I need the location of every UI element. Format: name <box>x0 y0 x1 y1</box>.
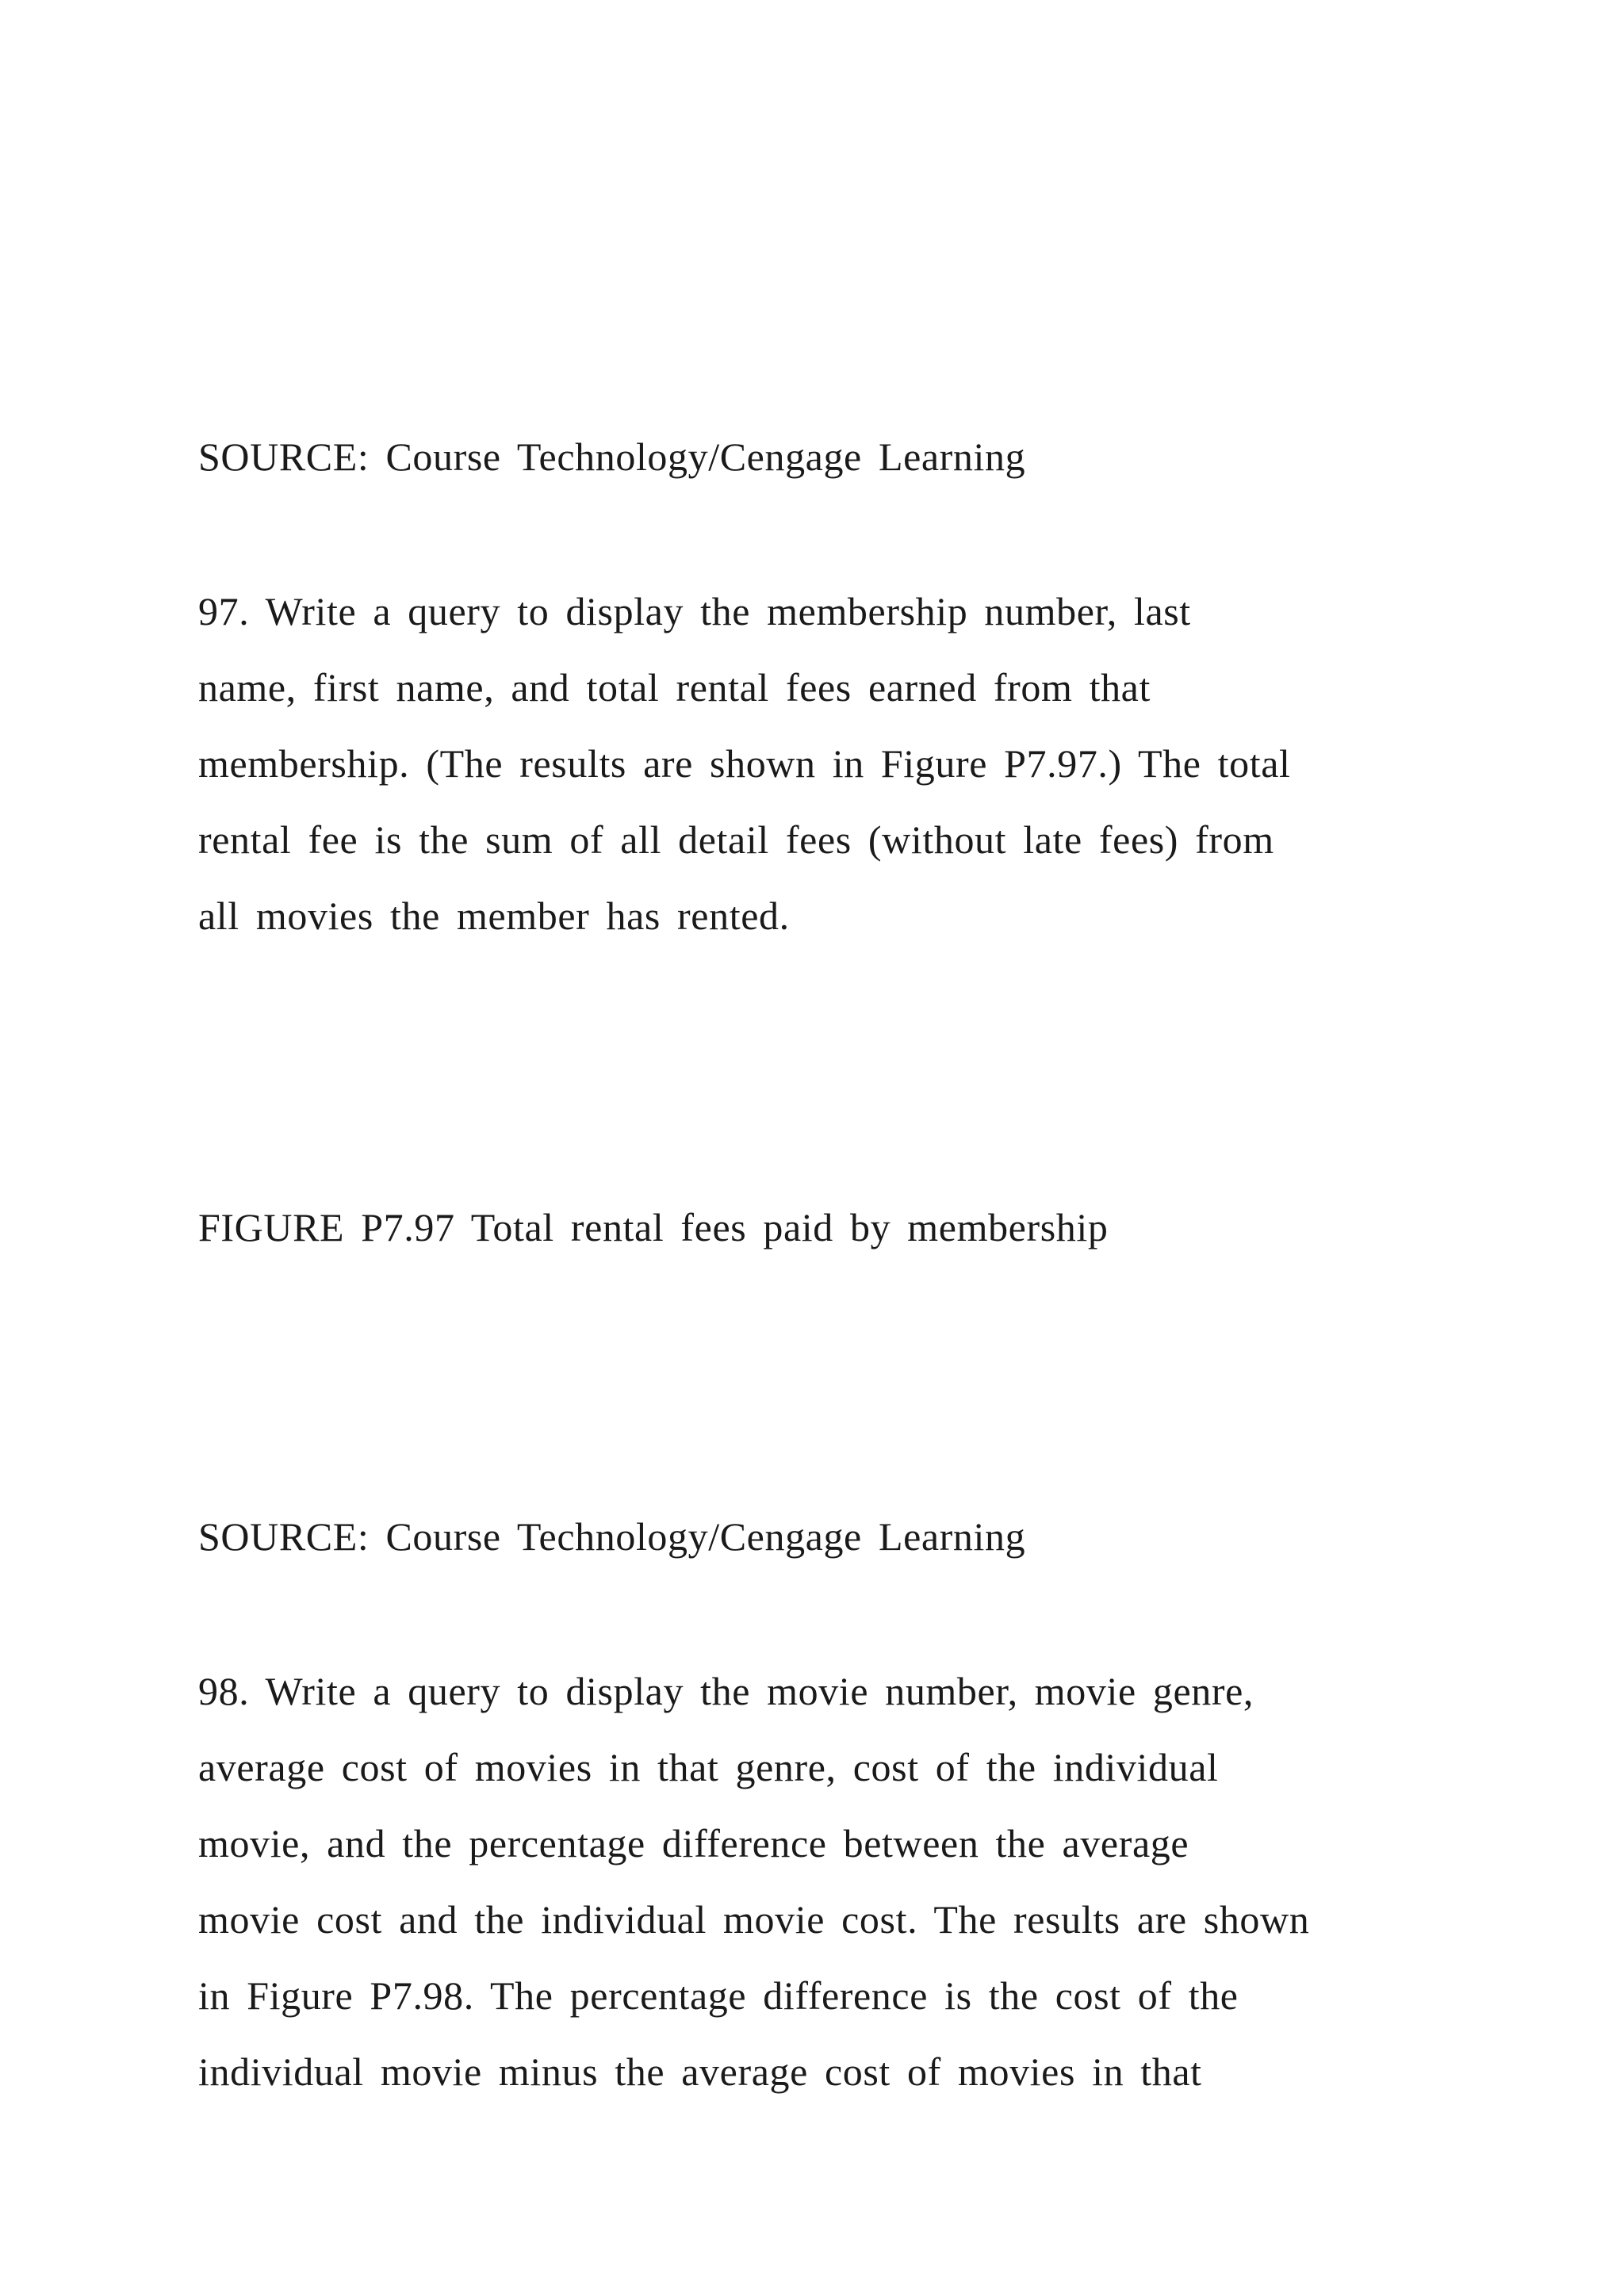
question-97-line: all movies the member has rented. <box>198 894 790 938</box>
question-98-line: movie, and the percentage difference between the average <box>198 1821 1189 1866</box>
question-98 <box>198 1653 1435 2110</box>
question-98-line: movie cost and the individual movie cost. The results are shown <box>198 1897 1310 1942</box>
question-98-line: individual movie minus the average cost of movies in that <box>198 2049 1202 2094</box>
question-97-line: membership. (The results are shown in Figure P7.97.) The total <box>198 741 1291 786</box>
question-98-line: in Figure P7.98. The percentage difference is the cost of the <box>198 1973 1239 2018</box>
question-97-line: 97. Write a query to display the membership number, last <box>198 589 1191 633</box>
source-credit: SOURCE: Course Technology/Cengage Learning <box>198 434 1026 479</box>
question-98-line: 98. Write a query to display the movie number, movie genre, <box>198 1669 1254 1713</box>
question-97-line: name, first name, and total rental fees earned from that <box>198 665 1151 710</box>
question-98-line: average cost of movies in that genre, cost of the individual <box>198 1745 1219 1789</box>
figure-caption: FIGURE P7.97 Total rental fees paid by membership <box>198 1205 1109 1249</box>
question-97 <box>198 573 1435 954</box>
question-97-line: rental fee is the sum of all detail fees (without late fees) from <box>198 817 1274 862</box>
source-credit: SOURCE: Course Technology/Cengage Learning <box>198 1514 1026 1559</box>
